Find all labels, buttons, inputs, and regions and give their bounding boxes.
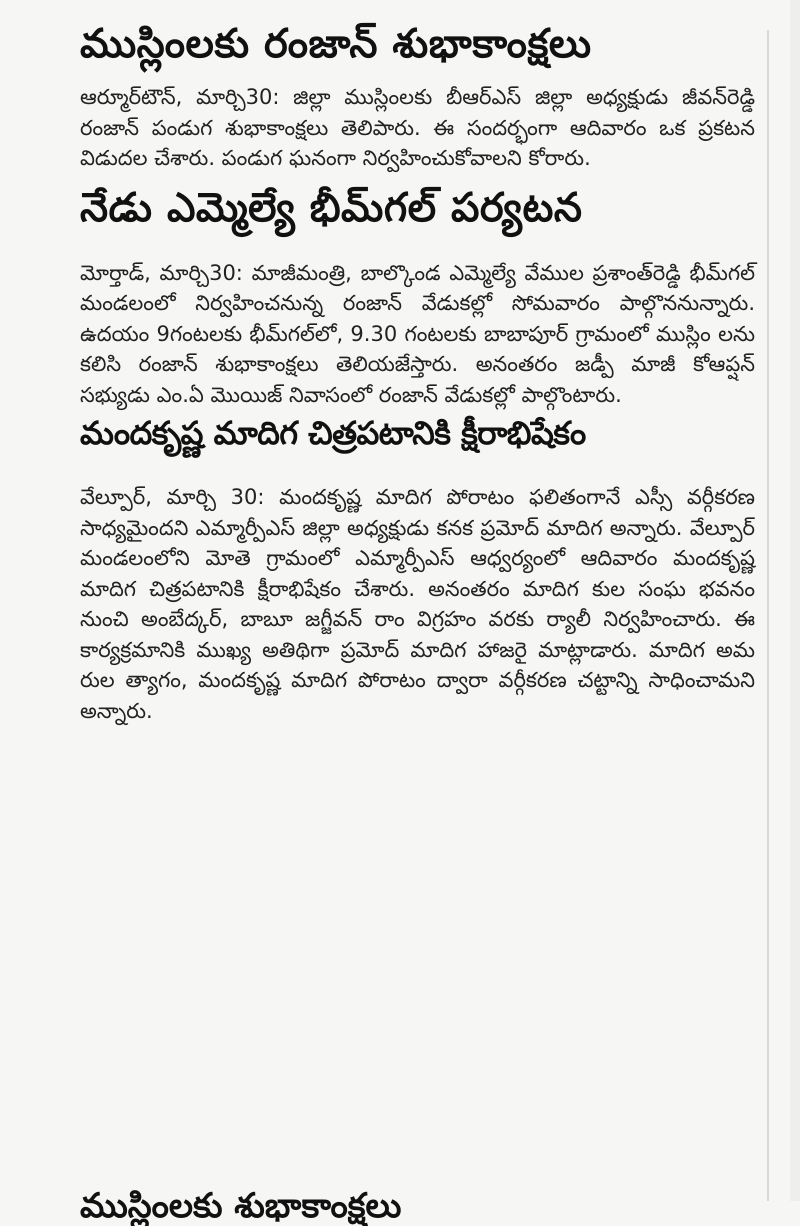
news-column xyxy=(80,14,755,726)
article-ramzan-greetings xyxy=(80,14,755,174)
article-mla-tour xyxy=(80,174,755,411)
article-headline: నేడు ఎమ్మెల్యే భీమ్‌గల్ పర్యటన xyxy=(80,184,583,231)
article-body: ఆర్మూర్‌టౌన్, మార్చి30: జిల్లా ముస్లింలకు బీఆర్ఎస్ జిల్లా అధ్యక్షుడు జీవన్‌రెడ్డి రంజాన్ పండుగ శుభాకాంక్షలు తెలిపారు. ఈ సందర్భంగా ఆదివారం ఒక ప్రకటన విడుదల చేశారు. పండుగ ఘనంగా నిర్వహించుకోవాలని కోరారు. xyxy=(80,85,755,170)
article-body: వేల్పూర్, మార్చి 30: మందకృష్ణ మాదిగ పోరాటం ఫలితంగానే ఎస్సీ వర్గీకరణ సాధ్యమైందని ఎమ్మార్పీఎస్ జిల్లా అధ్యక్షుడు కనక ప్రమోద్ మాదిగ అన్నారు. వేల్పూర్ మండలంలోని మోతె గ్రామంలో ఎమ్మార్పీఎస్ ఆధ్వర్యంలో ఆదివారం మందకృష్ణ మాదిగ చిత్రపటానికి క్షీరాభిషేకం చేశారు. అనంతరం మాదిగ కుల సంఘ భవనం నుంచి అంబేద్కర్, బాబూ జగ్జీవన్ రాం విగ్రహం వరకు ర్యాలీ నిర్వహించారు. ఈ కార్యక్రమానికి ముఖ్య అతిథిగా ప్రమోద్ మాదిగ హాజరై మాట్లాడారు. మాదిగ అమ రుల త్యాగం, మందకృష్ణ మాదిగ పోరాటం ద్వారా వర్గీకరణ చట్టాన్ని సాధించామని అన్నారు. xyxy=(80,485,755,723)
article-headline: ముస్లింలకు రంజాన్ శుభాకాంక్షలు xyxy=(80,21,592,67)
article-body: మోర్తాడ్, మార్చి30: మాజీమంత్రి, బాల్కొండ ఎమ్మెల్యే వేముల ప్రశాంత్‌రెడ్డి భీమ్‌గల్ మండలంలో నిర్వహించనున్న రంజాన్ వేడుకల్లో సోమవారం పాల్గొననున్నారు. ఉదయం 9గంటలకు భీమ్‌గల్‌లో, 9.30 గంటలకు బాబాపూర్ గ్రామంలో ముస్లిం లను కలిసి రంజాన్ శుభాకాంక్షలు తెలియజేస్తారు. అనంతరం జడ్పీ మాజీ కోఆప్షన్ సభ్యుడు ఎం.ఏ మొయిజ్ నివాసంలో రంజాన్ వేడుకల్లో పాల్గొంటారు. xyxy=(80,260,755,407)
next-headline-text: ముస్లింలకు శుభాకాంక్షలు xyxy=(80,1186,402,1226)
column-divider xyxy=(767,30,769,1201)
article-headline: మందకృష్ణ మాదిగ చిత్రపటానికి క్షీరాభిషేకం xyxy=(80,414,586,452)
next-article-headline-cut xyxy=(80,1182,500,1226)
article-ksheerabhishekam xyxy=(80,410,755,726)
page-edge xyxy=(790,0,800,1201)
